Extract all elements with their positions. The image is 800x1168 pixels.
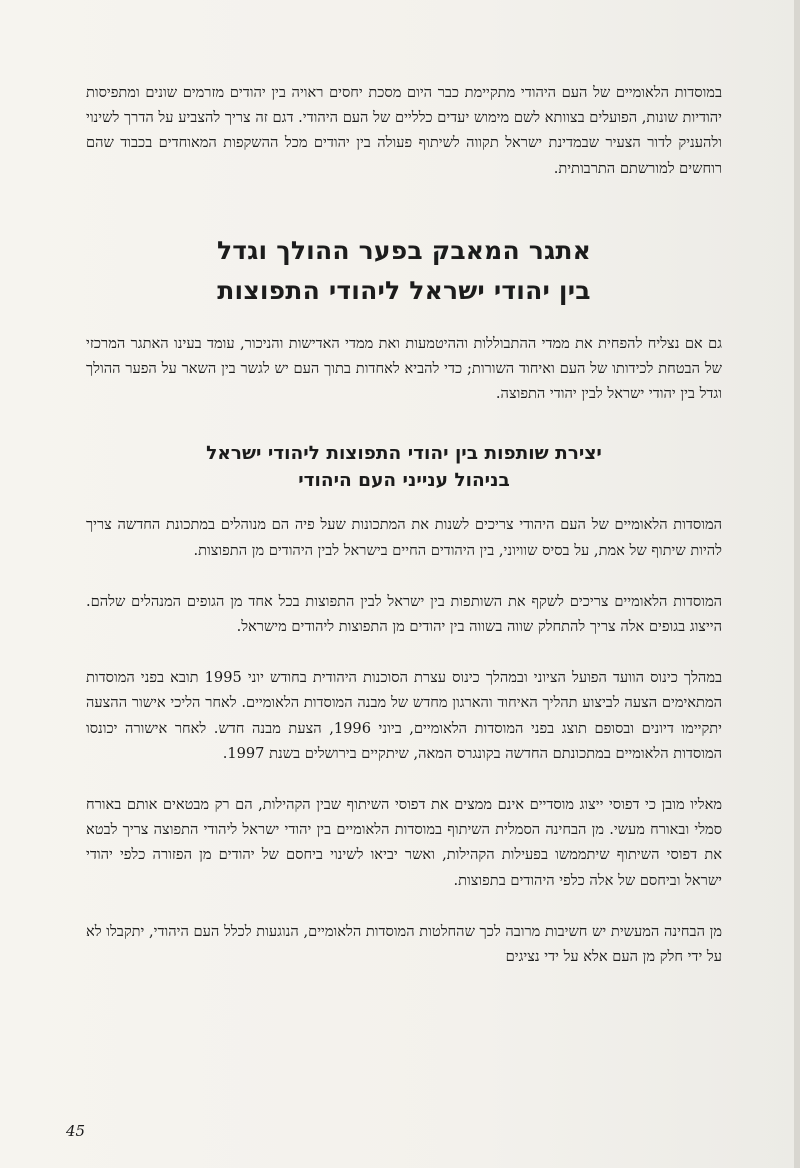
paragraph-1: המוסדות הלאומיים של העם היהודי צריכים לשנות את המתכונות שעל פיה הם מנוהלים במתכונת החדשה צריך להיות שיתוף של אמת, על בסיס שוויוני, בין היהודים החיים בישראל לבין היהודים מן התפוצות.: [86, 516, 722, 559]
subsection-heading-line-1: יצירת שותפות בין יהודי התפוצות ליהודי ישראל: [206, 443, 602, 465]
paragraph-2: המוסדות הלאומיים צריכים לשקף את השותפות בין ישראל לבין התפוצות בכל אחד מן הגופים המנהלים שלהם. הייצוג בגופים אלה צריך להתחלק שווה בשווה בין יהודים מן התפוצות ליהודים מישראל.: [86, 592, 722, 636]
section-heading: [86, 231, 722, 311]
section-heading-line-1: אתגר המאבק בפער ההולך וגדל: [216, 235, 592, 265]
subsection-heading: [86, 440, 722, 494]
page-number: 45: [66, 1122, 86, 1140]
section-heading-line-2: בין יהודי ישראל ליהודי התפוצות: [217, 275, 591, 305]
paragraph-3: במהלך כינוס הוועד הפועל הציוני ובמהלך כינוס עצרת הסוכנות היהודית בחודש יוני 1995 תובא בפני המוסדות המתאימים הצעה לביצוע תהליך האיחוד והארגון מחדש של מבנה המוסדות הלאומיים. לאחר הליכי אישור ההצעה יתקיימו דיונים ובסופם תוצג בפני המוסדות הלאומיים, ביוני 1996, הצעת מבנה חדש. לאחר אישורה יכונסו המוסדות הלאומיים במתכונתם החדשה בקונגרס המאה, שיתקיים בירושלים בשנת 1997.: [86, 669, 723, 762]
subsection-heading-line-2: בניהול ענייני העם היהודי: [298, 470, 510, 492]
paragraph-intro: במוסדות הלאומיים של העם היהודי מתקיימת כבר היום מסכת יחסים ראויה בין יהודים מזרמים שונים ומתפיסות יהודיות שונות, הפועלים בצוותא לשם מימוש יעדים כלליים של העם היהודי. דגם זה צריך להצביע על הדרך לשינוי ולהעניק לדור הצעיר שבמדינת ישראל תקווה לשיתוף פעולה בין יהודים מכל ההשקפות המאוחדים בכבוד שהם רוחשים למורשתם התרבותית.: [86, 84, 722, 177]
paragraph-5: מן הבחינה המעשית יש חשיבות מרובה לכך שהחלטות המוסדות הלאומיים, הנוגעות לכלל העם היהודי, יתקבלו לא על ידי חלק מן העם אלא על ידי נציגים: [86, 922, 722, 966]
paragraph-4: מאליו מובן כי דפוסי ייצוג מוסדיים אינם ממצים את דפוסי השיתוף שבין הקהילות, הם רק מבטאים אותם באורח סמלי ובאורח מעשי. מן הבחינה הסמלית השיתוף במוסדות הלאומיים בין יהודי ישראל ליהודי התפוצה צריך לבטא את דפוסי השיתוף שיתממשו בפעילות הקהילות, ואשר יביאו לשינוי ביחסם של יהודים מן הפזורה כלפי יהודי ישראל וביחסם של אלה כלפי היהודים בתפוצות.: [86, 796, 722, 889]
paragraph-section-intro: גם אם נצליח להפחית את ממדי ההתבוללות וההיטמעות ואת ממדי האדישות והניכור, עומד בעינו האתגר המרכזי של הבטחת לכידותו של העם ואיחוד השורות; כדי להביא לאחדות בתוך העם יש לגשר בין השאר על הפער ההולך וגדל בין יהודי ישראל לבין יהודי התפוצה.: [86, 334, 722, 403]
page-content: [86, 80, 722, 969]
page-edge: [794, 0, 800, 1168]
